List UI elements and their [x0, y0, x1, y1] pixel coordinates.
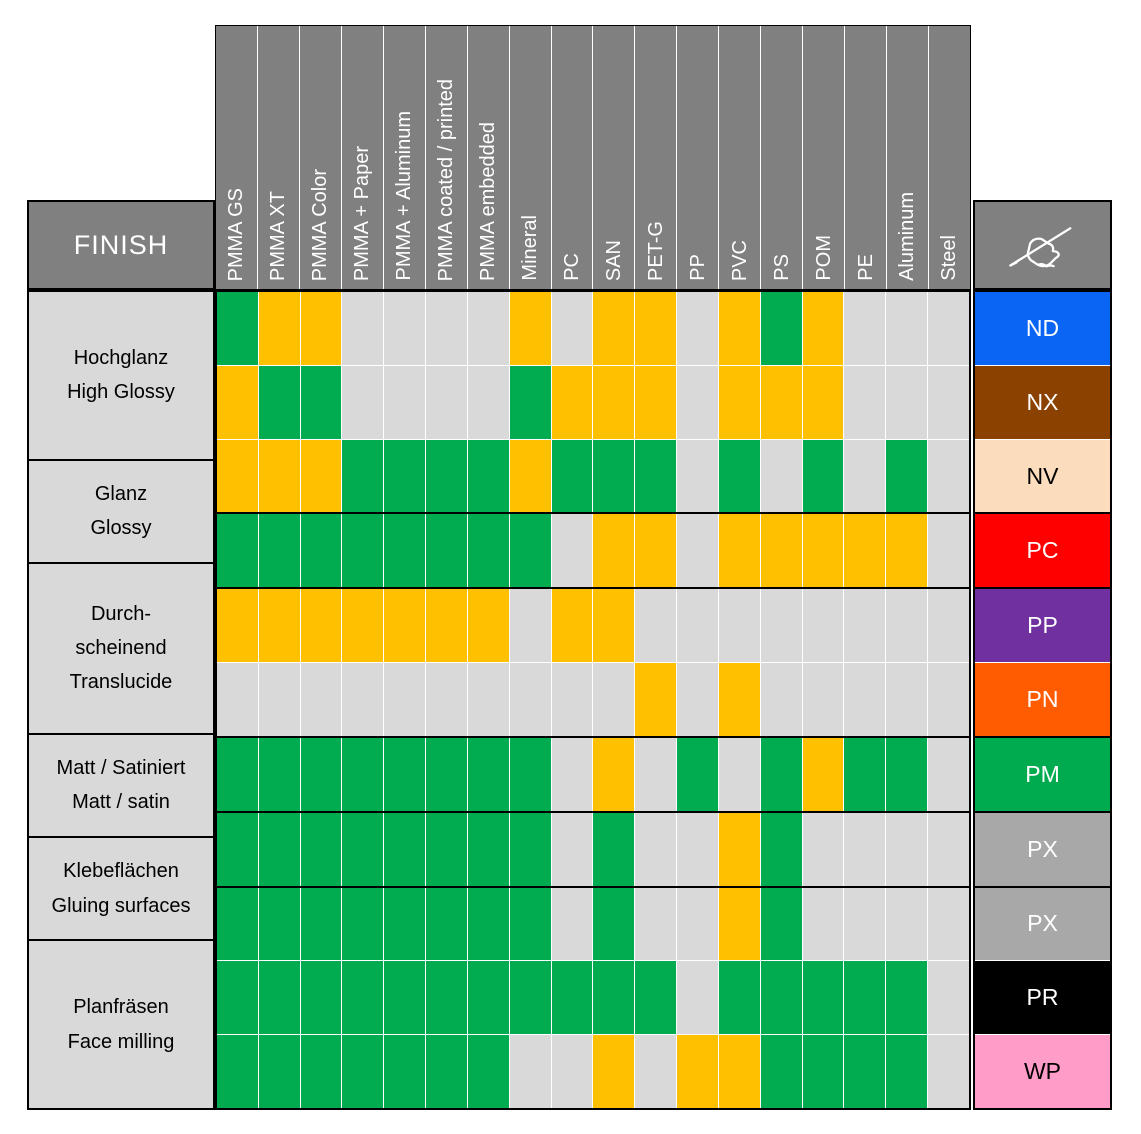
matrix-cell — [468, 813, 510, 886]
matrix-cell — [928, 589, 969, 662]
matrix-cell — [426, 514, 468, 587]
matrix-cell — [301, 514, 343, 587]
matrix-cell — [552, 292, 594, 365]
finish-group-hochglanz-high-glossy — [27, 290, 215, 461]
matrix-cell — [928, 888, 969, 961]
matrix-cell — [301, 738, 343, 811]
matrix-cell — [217, 440, 259, 513]
matrix-cell — [761, 961, 803, 1034]
matrix-cell — [635, 514, 677, 587]
matrix-cell — [552, 961, 594, 1034]
matrix-cell — [635, 738, 677, 811]
matrix-cell — [259, 961, 301, 1034]
matrix-cell — [844, 813, 886, 886]
matrix-cell — [635, 292, 677, 365]
matrix-cell — [593, 366, 635, 439]
matrix-cell — [635, 440, 677, 513]
matrix-cell — [803, 813, 845, 886]
matrix-cell — [761, 888, 803, 961]
matrix-cell — [593, 813, 635, 886]
matrix-cell — [384, 514, 426, 587]
column-header-label: PMMA GS — [225, 187, 248, 281]
matrix-cell — [761, 589, 803, 662]
matrix-cell — [468, 1035, 510, 1108]
matrix-cell — [426, 961, 468, 1034]
matrix-cell — [886, 961, 928, 1034]
finish-group-label-line: Klebeflächen — [63, 860, 179, 883]
row-code-nd-1: ND — [975, 292, 1110, 365]
matrix-cell — [552, 440, 594, 513]
matrix-cell — [426, 292, 468, 365]
matrix-cell — [468, 440, 510, 513]
matrix-cell — [844, 366, 886, 439]
matrix-cell — [384, 292, 426, 365]
matrix-cell — [844, 961, 886, 1034]
matrix-cell — [259, 514, 301, 587]
matrix-cell — [761, 440, 803, 513]
matrix-cell — [342, 663, 384, 736]
matrix-cell — [719, 440, 761, 513]
finish-group-label-line: Hochglanz — [73, 346, 169, 369]
matrix-cell — [510, 589, 552, 662]
column-header-pc — [552, 26, 594, 289]
matrix-cell — [761, 514, 803, 587]
matrix-cell — [259, 813, 301, 886]
matrix-cell — [217, 813, 259, 886]
column-header-pmma-aluminum — [384, 26, 426, 289]
matrix-cell — [301, 366, 343, 439]
matrix-cell — [342, 738, 384, 811]
matrix-cell — [677, 1035, 719, 1108]
matrix-cell — [552, 1035, 594, 1108]
column-header-label: PMMA Color — [309, 168, 332, 281]
matrix-cell — [468, 663, 510, 736]
matrix-cell — [677, 366, 719, 439]
matrix-cell — [593, 738, 635, 811]
row-code-pp-5: PP — [975, 589, 1110, 662]
column-header-label: PMMA + Paper — [351, 145, 374, 281]
matrix-cell — [217, 292, 259, 365]
matrix-cell — [719, 589, 761, 662]
matrix-cell — [259, 292, 301, 365]
matrix-cell — [635, 1035, 677, 1108]
matrix-cell — [761, 663, 803, 736]
matrix-cell — [844, 738, 886, 811]
matrix-cell — [928, 440, 969, 513]
notes-header-cell — [973, 200, 1112, 290]
matrix-cell — [844, 888, 886, 961]
finish-group-durch-scheinend-translucide — [27, 562, 215, 734]
matrix-cell — [719, 1035, 761, 1108]
matrix-cell — [635, 961, 677, 1034]
matrix-cell — [677, 292, 719, 365]
matrix-cell — [928, 292, 969, 365]
column-header-pmma-xt — [258, 26, 300, 289]
matrix-cell — [468, 888, 510, 961]
column-header-label: SAN — [602, 239, 625, 281]
matrix-cell — [384, 663, 426, 736]
matrix-cell — [552, 663, 594, 736]
matrix-row — [217, 514, 969, 587]
column-header-label: PVC — [728, 239, 751, 281]
matrix-cell — [301, 663, 343, 736]
matrix-cell — [719, 366, 761, 439]
finish-group-label-line: Glanz — [94, 482, 148, 505]
matrix-cell — [510, 663, 552, 736]
matrix-cell — [928, 961, 969, 1034]
matrix-cell — [426, 1035, 468, 1108]
matrix-cell — [217, 888, 259, 961]
matrix-cell — [384, 366, 426, 439]
matrix-row — [217, 888, 969, 961]
row-code-wp-11: WP — [975, 1035, 1110, 1108]
finish-group-planfr-sen-face-milling — [27, 939, 215, 1110]
matrix-cell — [886, 1035, 928, 1108]
matrix-cell — [384, 813, 426, 886]
finish-group-label-line: Durch- — [90, 602, 151, 625]
column-header-label: POM — [812, 235, 835, 281]
matrix-cell — [510, 888, 552, 961]
finish-group-label-line: Glossy — [90, 517, 152, 540]
row-code-pr-10: PR — [975, 961, 1110, 1034]
matrix-cell — [719, 663, 761, 736]
matrix-cell — [886, 292, 928, 365]
matrix-cell — [677, 589, 719, 662]
matrix-cell — [426, 813, 468, 886]
column-header-label: PMMA + Aluminum — [393, 111, 416, 281]
matrix-cell — [468, 514, 510, 587]
matrix-cell — [384, 589, 426, 662]
matrix-cell — [301, 813, 343, 886]
column-header-label: Mineral — [519, 215, 542, 281]
matrix-cell — [844, 589, 886, 662]
matrix-cell — [342, 1035, 384, 1108]
matrix-cell — [510, 514, 552, 587]
matrix-cell — [259, 440, 301, 513]
matrix-cell — [928, 663, 969, 736]
matrix-cell — [552, 589, 594, 662]
matrix-row — [217, 440, 969, 513]
matrix-cell — [384, 961, 426, 1034]
matrix-cell — [510, 961, 552, 1034]
column-header-label: Aluminum — [896, 192, 919, 281]
matrix-cell — [719, 813, 761, 886]
matrix-cell — [384, 1035, 426, 1108]
matrix-cell — [342, 813, 384, 886]
matrix-cell — [593, 888, 635, 961]
matrix-cell — [468, 738, 510, 811]
matrix-cell — [677, 440, 719, 513]
matrix-cell — [886, 589, 928, 662]
finish-header-label: FINISH — [73, 229, 169, 260]
matrix-cell — [342, 888, 384, 961]
matrix-cell — [426, 738, 468, 811]
matrix-cell — [803, 888, 845, 961]
matrix-cell — [426, 663, 468, 736]
column-header-pmma-color — [300, 26, 342, 289]
matrix-cell — [803, 589, 845, 662]
matrix-cell — [301, 1035, 343, 1108]
matrix-cell — [259, 663, 301, 736]
matrix-cell — [259, 366, 301, 439]
column-header-pet-g — [635, 26, 677, 289]
matrix-cell — [719, 514, 761, 587]
matrix-cell — [342, 440, 384, 513]
matrix-cell — [761, 813, 803, 886]
column-header-label: Steel — [938, 235, 961, 281]
column-header-aluminum — [887, 26, 929, 289]
matrix-cell — [928, 514, 969, 587]
matrix-cell — [593, 589, 635, 662]
finish-group-label-line: High Glossy — [67, 381, 175, 404]
matrix-cell — [886, 366, 928, 439]
matrix-cell — [719, 738, 761, 811]
matrix-row — [217, 663, 969, 736]
compatibility-matrix — [215, 290, 971, 1110]
matrix-cell — [342, 514, 384, 587]
matrix-cell — [886, 888, 928, 961]
matrix-cell — [552, 366, 594, 439]
matrix-cell — [719, 292, 761, 365]
matrix-row — [217, 589, 969, 662]
matrix-cell — [844, 440, 886, 513]
column-header-pvc — [719, 26, 761, 289]
finish-group-label-line: Face milling — [67, 1030, 175, 1053]
column-header-pmma-embedded — [468, 26, 510, 289]
matrix-cell — [510, 1035, 552, 1108]
finish-group-label-line: Matt / satin — [72, 791, 170, 814]
matrix-cell — [803, 1035, 845, 1108]
matrix-cell — [635, 589, 677, 662]
matrix-cell — [635, 888, 677, 961]
matrix-row — [217, 738, 969, 811]
column-header-pom — [803, 26, 845, 289]
column-header-mineral — [510, 26, 552, 289]
finish-group-glanz-glossy — [27, 459, 215, 564]
matrix-cell — [552, 738, 594, 811]
matrix-cell — [426, 589, 468, 662]
matrix-cell — [301, 440, 343, 513]
matrix-cell — [886, 440, 928, 513]
row-code-pn-6: PN — [975, 663, 1110, 736]
matrix-cell — [761, 1035, 803, 1108]
matrix-cell — [803, 366, 845, 439]
column-header-steel — [929, 26, 970, 289]
column-header-label: PP — [686, 254, 709, 281]
matrix-cell — [259, 888, 301, 961]
matrix-cell — [593, 440, 635, 513]
matrix-cell — [803, 514, 845, 587]
matrix-row — [217, 366, 969, 439]
matrix-cell — [552, 514, 594, 587]
matrix-cell — [217, 514, 259, 587]
matrix-cell — [259, 1035, 301, 1108]
matrix-cell — [384, 440, 426, 513]
column-header-label: PE — [854, 254, 877, 281]
matrix-cell — [384, 738, 426, 811]
column-header-label: PET-G — [644, 220, 667, 281]
matrix-cell — [510, 738, 552, 811]
matrix-cell — [719, 888, 761, 961]
finish-group-label-line: Matt / Satiniert — [56, 756, 186, 779]
matrix-cell — [593, 1035, 635, 1108]
matrix-cell — [761, 292, 803, 365]
matrix-cell — [635, 366, 677, 439]
matrix-cell — [677, 514, 719, 587]
matrix-cell — [803, 292, 845, 365]
matrix-cell — [217, 1035, 259, 1108]
matrix-cell — [593, 292, 635, 365]
matrix-cell — [259, 738, 301, 811]
matrix-cell — [803, 440, 845, 513]
matrix-cell — [426, 888, 468, 961]
matrix-cell — [719, 961, 761, 1034]
matrix-row — [217, 1035, 969, 1108]
matrix-cell — [217, 589, 259, 662]
matrix-row — [217, 961, 969, 1034]
column-header-label: PS — [770, 254, 793, 281]
matrix-cell — [928, 738, 969, 811]
matrix-cell — [426, 440, 468, 513]
matrix-cell — [928, 1035, 969, 1108]
matrix-cell — [928, 366, 969, 439]
row-code-nv-3: NV — [975, 440, 1110, 513]
finish-group-labels — [27, 290, 215, 1110]
matrix-cell — [217, 961, 259, 1034]
matrix-cell — [928, 813, 969, 886]
column-header-label: PMMA embedded — [477, 122, 500, 281]
column-header-label: PMMA coated / printed — [435, 78, 458, 281]
matrix-cell — [593, 514, 635, 587]
finish-header-cell — [27, 200, 215, 290]
finish-group-klebefl-chen-gluing-surfaces — [27, 836, 215, 941]
matrix-cell — [510, 813, 552, 886]
matrix-cell — [342, 961, 384, 1034]
matrix-cell — [468, 961, 510, 1034]
matrix-row — [217, 292, 969, 365]
finish-group-label-line: Translucide — [69, 671, 173, 694]
row-code-pm-7: PM — [975, 738, 1110, 811]
column-header-label: PMMA XT — [267, 190, 290, 281]
matrix-cell — [886, 738, 928, 811]
matrix-cell — [552, 888, 594, 961]
matrix-cell — [468, 366, 510, 439]
matrix-cell — [510, 440, 552, 513]
matrix-cell — [259, 589, 301, 662]
matrix-cell — [844, 292, 886, 365]
matrix-cell — [635, 663, 677, 736]
matrix-cell — [761, 738, 803, 811]
matrix-cell — [468, 292, 510, 365]
matrix-cell — [510, 366, 552, 439]
matrix-cell — [886, 813, 928, 886]
matrix-cell — [803, 961, 845, 1034]
column-header-pmma-paper — [342, 26, 384, 289]
material-header-band — [215, 25, 971, 290]
row-code-nx-2: NX — [975, 366, 1110, 439]
matrix-cell — [217, 738, 259, 811]
matrix-cell — [844, 1035, 886, 1108]
finish-group-matt-satiniert-matt-satin — [27, 733, 215, 838]
matrix-cell — [301, 888, 343, 961]
matrix-cell — [844, 514, 886, 587]
finish-group-label-line: scheinend — [75, 637, 167, 660]
matrix-cell — [677, 961, 719, 1034]
matrix-cell — [426, 366, 468, 439]
matrix-cell — [635, 813, 677, 886]
matrix-cell — [677, 663, 719, 736]
column-header-ps — [761, 26, 803, 289]
matrix-cell — [468, 589, 510, 662]
column-header-san — [593, 26, 635, 289]
row-code-px-8: PX — [975, 813, 1110, 886]
finish-code-labels — [973, 290, 1112, 1110]
matrix-cell — [342, 589, 384, 662]
matrix-row — [217, 813, 969, 886]
column-header-pmma-gs — [216, 26, 258, 289]
finish-group-label-line: Gluing surfaces — [51, 894, 191, 917]
matrix-cell — [803, 738, 845, 811]
matrix-cell — [677, 888, 719, 961]
matrix-cell — [384, 888, 426, 961]
matrix-cell — [761, 366, 803, 439]
matrix-cell — [342, 366, 384, 439]
row-code-pc-4: PC — [975, 514, 1110, 587]
column-header-label: PC — [560, 253, 583, 281]
matrix-cell — [677, 813, 719, 886]
matrix-cell — [552, 813, 594, 886]
column-header-pp — [677, 26, 719, 289]
writing-hand-icon — [1004, 220, 1082, 270]
matrix-cell — [301, 589, 343, 662]
matrix-cell — [301, 961, 343, 1034]
matrix-cell — [510, 292, 552, 365]
finish-group-label-line: Planfräsen — [73, 996, 169, 1019]
column-header-pe — [845, 26, 887, 289]
column-header-pmma-coated-printed — [426, 26, 468, 289]
matrix-cell — [593, 961, 635, 1034]
matrix-cell — [677, 738, 719, 811]
matrix-cell — [844, 663, 886, 736]
matrix-cell — [803, 663, 845, 736]
matrix-cell — [593, 663, 635, 736]
matrix-cell — [301, 292, 343, 365]
matrix-cell — [217, 663, 259, 736]
matrix-cell — [886, 514, 928, 587]
matrix-cell — [886, 663, 928, 736]
matrix-cell — [342, 292, 384, 365]
row-code-px-9: PX — [975, 888, 1110, 961]
matrix-cell — [217, 366, 259, 439]
